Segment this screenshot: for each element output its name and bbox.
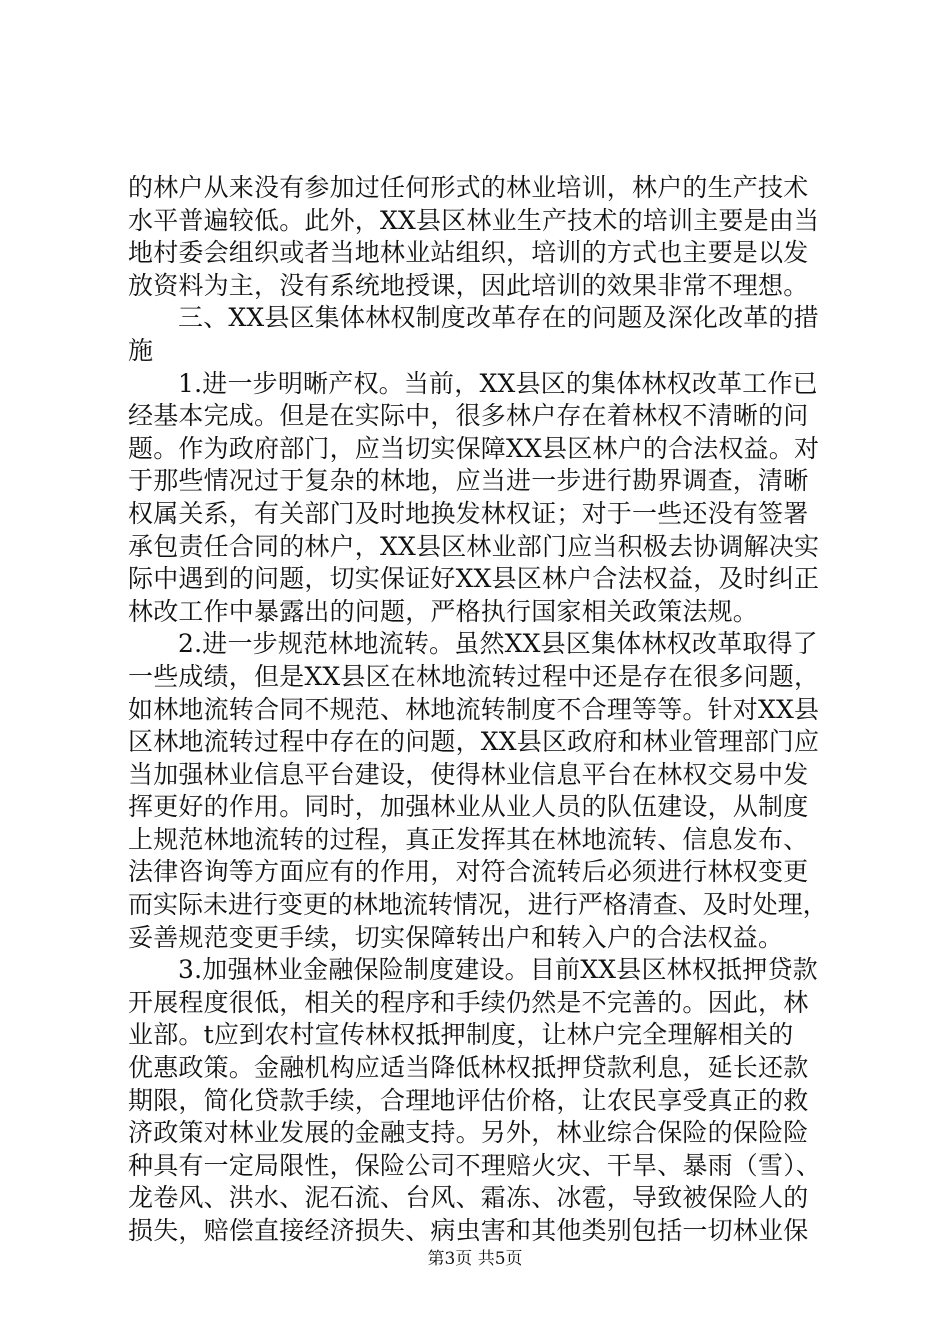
- text-line: 妥善规范变更手续，切实保障转出户和转入户的合法权益。: [128, 922, 784, 952]
- text-line: 水平普遍较低。此外，XX县区林业生产技术的培训主要是由当: [128, 205, 820, 235]
- text-line: 损失，赔偿直接经济损失、病虫害和其他类别包括一切林业保: [128, 1216, 809, 1245]
- text-line: 的林户从来没有参加过任何形式的林业培训，林户的生产技术: [128, 173, 809, 202]
- text-line: 题。作为政府部门，应当切实保障XX县区林户的合法权益。对: [128, 433, 820, 463]
- text-line: 一些成绩，但是XX县区在林地流转过程中还是存在很多问题，: [128, 661, 820, 691]
- text-line: 而实际未进行变更的林地流转情况，进行严格清查、及时处理，: [128, 890, 828, 920]
- text-line: 期限，简化贷款手续，合理地评估价格，让农民享受真正的救: [128, 1085, 809, 1115]
- text-line: 三、XX县区集体林权制度改革存在的问题及深化改革的措: [178, 303, 819, 333]
- text-line: 业部。t应到农村宣传林权抵押制度，让林户完全理解相关的: [128, 1020, 794, 1050]
- text-line: 放资料为主，没有系统地授课，因此培训的效果非常不理想。: [128, 270, 809, 300]
- text-line: 地村委会组织或者当地林业站组织，培训的方式也主要是以发: [128, 238, 809, 268]
- text-line: 承包责任合同的林户，XX县区林业部门应当积极去协调解决实: [128, 531, 820, 561]
- text-line: 上规范林地流转的过程，真正发挥其在林地流转、信息发布、: [128, 824, 809, 854]
- text-line: 龙卷风、洪水、泥石流、台风、霜冻、冰雹，导致被保险人的: [128, 1183, 809, 1213]
- text-line: 施: [128, 335, 154, 365]
- text-line: 当加强林业信息平台建设，使得林业信息平台在林权交易中发: [128, 759, 809, 789]
- page-footer: 第3页 共5页: [427, 1249, 523, 1269]
- text-line: 开展程度很低，相关的程序和手续仍然是不完善的。因此，林: [128, 987, 809, 1017]
- text-line: 2.进一步规范林地流转。虽然XX县区集体林权改革取得了: [178, 629, 818, 659]
- text-line: 优惠政策。金融机构应适当降低林权抵押贷款利息，延长还款: [128, 1053, 809, 1083]
- text-line: 1.进一步明晰产权。当前，XX县区的集体林权改革工作已: [178, 368, 818, 398]
- text-line: 种具有一定局限性，保险公司不理赔火灾、干旱、暴雨（雪）、: [128, 1150, 822, 1180]
- text-line: 权属关系，有关部门及时地换发林权证；对于一些还没有签署: [128, 498, 809, 528]
- text-line: 区林地流转过程中存在的问题，XX县区政府和林业管理部门应: [128, 727, 820, 757]
- document-body: [128, 172, 828, 1248]
- text-line: 济政策对林业发展的金融支持。另外，林业综合保险的保险险: [128, 1118, 809, 1148]
- text-line: 林改工作中暴露出的问题，严格执行国家相关政策法规。: [128, 596, 759, 626]
- text-line: 挥更好的作用。同时，加强林业从业人员的队伍建设，从制度: [128, 792, 809, 822]
- text-line: 如林地流转合同不规范、林地流转制度不合理等等。针对XX县: [128, 694, 820, 724]
- text-line: 经基本完成。但是在实际中，很多林户存在着林权不清晰的问: [128, 401, 809, 431]
- text-line: 于那些情况过于复杂的林地，应当进一步进行勘界调查，清晰: [128, 466, 809, 496]
- text-line: 际中遇到的问题，切实保证好XX县区林户合法权益，及时纠正: [128, 564, 820, 594]
- text-line: 法律咨询等方面应有的作用，对符合流转后必须进行林权变更: [128, 857, 809, 887]
- text-line: 3.加强林业金融保险制度建设。目前XX县区林权抵押贷款: [178, 955, 818, 985]
